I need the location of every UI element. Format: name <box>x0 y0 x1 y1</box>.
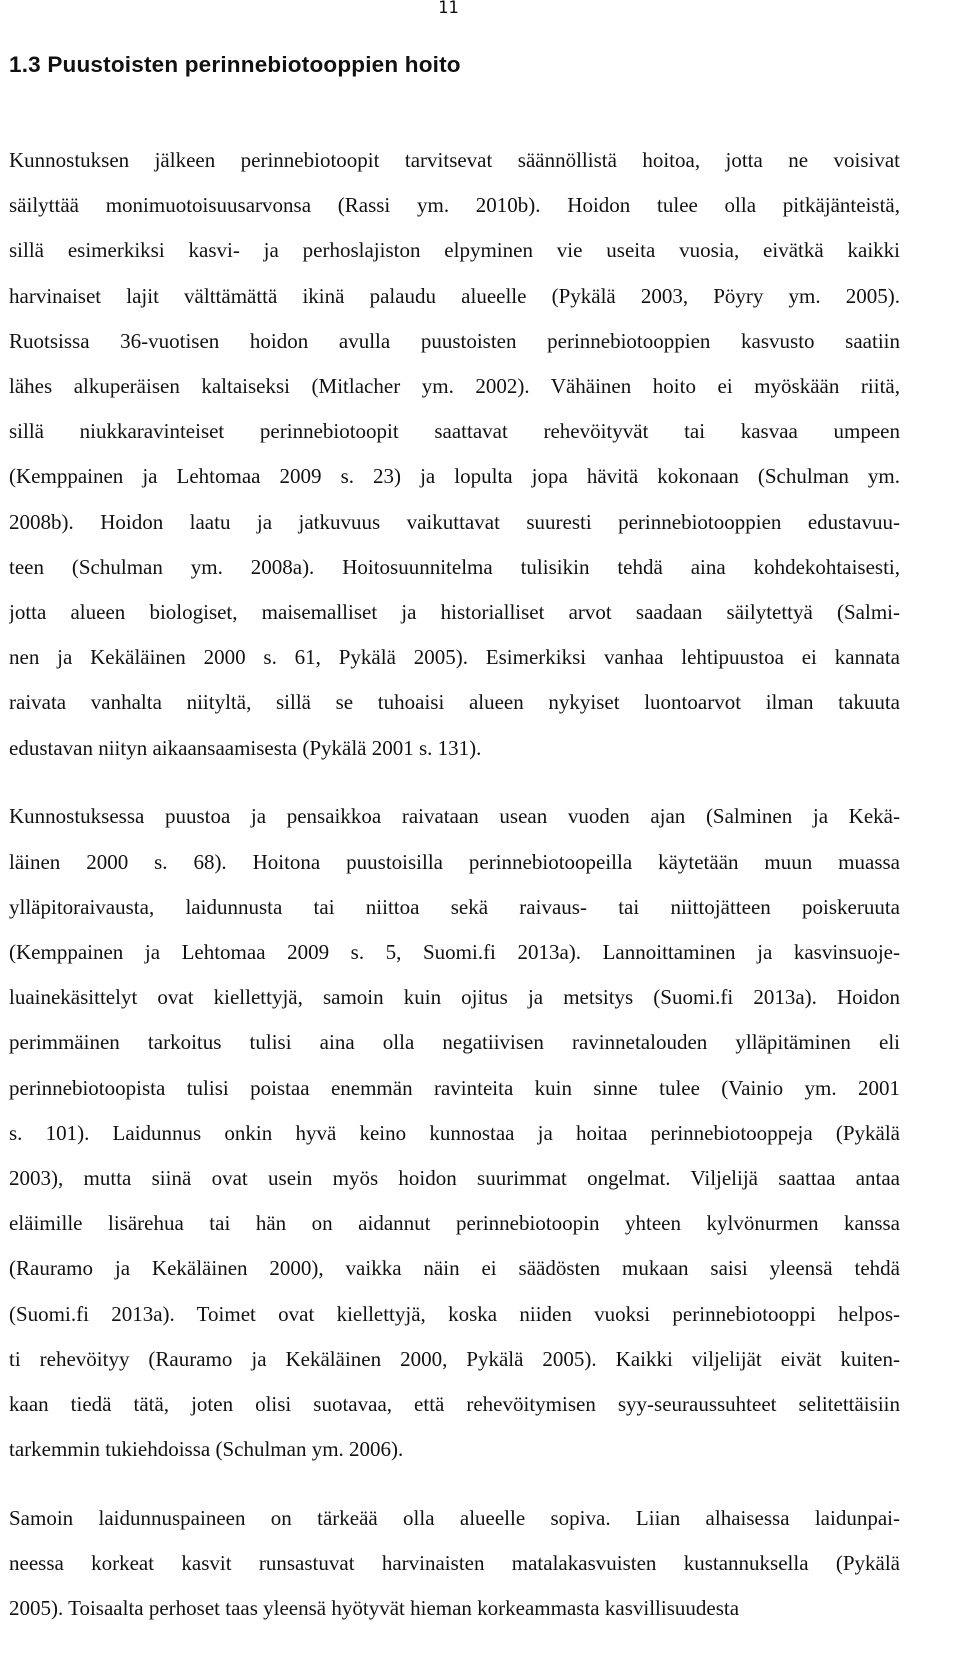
paragraph-3 <box>9 1496 900 1632</box>
text-line: eläimille lisärehua tai hän on aidannut perinnebiotoopin yhteen kylvönurmen kanssa <box>9 1211 900 1236</box>
text-line: kaan tiedä tätä, joten olisi suotavaa, että rehevöitymisen syy-seuraussuhteet selitettäisiin <box>9 1392 900 1417</box>
text-line: 2005). Toisaalta perhoset taas yleensä hyötyvät hieman korkeammasta kasvillisuudesta <box>9 1596 740 1621</box>
text-line: Samoin laidunnuspaineen on tärkeää olla alueelle sopiva. Liian alhaisessa laidunpai- <box>9 1506 900 1531</box>
text-line: Kunnostuksessa puustoa ja pensaikkoa raivataan usean vuoden ajan (Salminen ja Kekä- <box>9 804 900 829</box>
text-line: (Kemppainen ja Lehtomaa 2009 s. 5, Suomi.fi 2013a). Lannoittaminen ja kasvinsuoje- <box>9 940 900 965</box>
text-line: tarkemmin tukiehdoissa (Schulman ym. 2006). <box>9 1437 404 1462</box>
text-line: s. 101). Laidunnus onkin hyvä keino kunnostaa ja hoitaa perinnebiotooppeja (Pykälä <box>9 1120 900 1145</box>
text-line: nen ja Kekäläinen 2000 s. 61, Pykälä 2005). Esimerkiksi vanhaa lehtipuustoa ei kannata <box>9 645 900 670</box>
text-line: ylläpitoraivausta, laidunnusta tai niittoa sekä raivaus- tai niittojätteen poiskeruuta <box>9 894 900 919</box>
text-line: teen (Schulman ym. 2008a). Hoitosuunnitelma tulisikin tehdä aina kohdekohtaisesti, <box>9 554 900 579</box>
text-line: neessa korkeat kasvit runsastuvat harvinaisten matalakasvuisten kustannuksella (Pykälä <box>9 1551 900 1576</box>
text-line: 2003), mutta siinä ovat usein myös hoidon suurimmat ongelmat. Viljelijä saattaa antaa <box>9 1166 900 1191</box>
paragraph-2 <box>9 794 900 1472</box>
text-line: perinnebiotoopista tulisi poistaa enemmän ravinteita kuin sinne tulee (Vainio ym. 2001 <box>9 1075 900 1100</box>
text-line: lähes alkuperäisen kaltaiseksi (Mitlacher ym. 2002). Vähäinen hoito ei myöskään riitä, <box>9 374 900 399</box>
text-line: edustavan niityn aikaansaamisesta (Pykälä 2001 s. 131). <box>9 735 482 760</box>
text-line: harvinaiset lajit välttämättä ikinä palaudu alueelle (Pykälä 2003, Pöyry ym. 2005). <box>9 283 900 308</box>
text-line: (Kemppainen ja Lehtomaa 2009 s. 23) ja lopulta jopa hävitä kokonaan (Schulman ym. <box>9 464 900 489</box>
text-line: luainekäsittelyt ovat kiellettyjä, samoin kuin ojitus ja metsitys (Suomi.fi 2013a). Hoidon <box>9 985 900 1010</box>
text-line: (Suomi.fi 2013a). Toimet ovat kiellettyjä, koska niiden vuoksi perinnebiotooppi helpos- <box>9 1301 900 1326</box>
text-line: jotta alueen biologiset, maisemalliset ja historialliset arvot saadaan säilytettyä (Salmi- <box>9 600 900 625</box>
page-number: 11 <box>438 0 459 18</box>
text-line: sillä niukkaravinteiset perinnebiotoopit saattavat rehevöityvät tai kasvaa umpeen <box>9 419 900 444</box>
text-line: ti rehevöityy (Rauramo ja Kekäläinen 2000, Pykälä 2005). Kaikki viljelijät eivät kuiten- <box>9 1346 900 1371</box>
text-line: läinen 2000 s. 68). Hoitona puustoisilla perinnebiotoopeilla käytetään muun muassa <box>9 849 900 874</box>
paragraph-1 <box>9 138 900 771</box>
section-heading: 1.3 Puustoisten perinnebiotooppien hoito <box>9 52 461 77</box>
text-line: Ruotsissa 36-vuotisen hoidon avulla puustoisten perinnebiotooppien kasvusto saatiin <box>9 328 900 353</box>
text-line: Kunnostuksen jälkeen perinnebiotoopit tarvitsevat säännöllistä hoitoa, jotta ne voisivat <box>9 148 900 172</box>
text-line: perimmäinen tarkoitus tulisi aina olla negatiivisen ravinnetalouden ylläpitäminen eli <box>9 1030 900 1055</box>
text-line: sillä esimerkiksi kasvi- ja perhoslajiston elpyminen vie useita vuosia, eivätkä kaikki <box>9 238 900 263</box>
text-line: 2008b). Hoidon laatu ja jatkuvuus vaikuttavat suuresti perinnebiotooppien edustavuu- <box>9 509 900 534</box>
text-line: raivata vanhalta niityltä, sillä se tuhoaisi alueen nykyiset luontoarvot ilman takuuta <box>9 690 900 715</box>
text-line: säilyttää monimuotoisuusarvonsa (Rassi ym. 2010b). Hoidon tulee olla pitkäjänteistä, <box>9 193 900 218</box>
body-text <box>9 138 900 1632</box>
text-line: (Rauramo ja Kekäläinen 2000), vaikka näin ei säädösten mukaan saisi yleensä tehdä <box>9 1256 900 1281</box>
